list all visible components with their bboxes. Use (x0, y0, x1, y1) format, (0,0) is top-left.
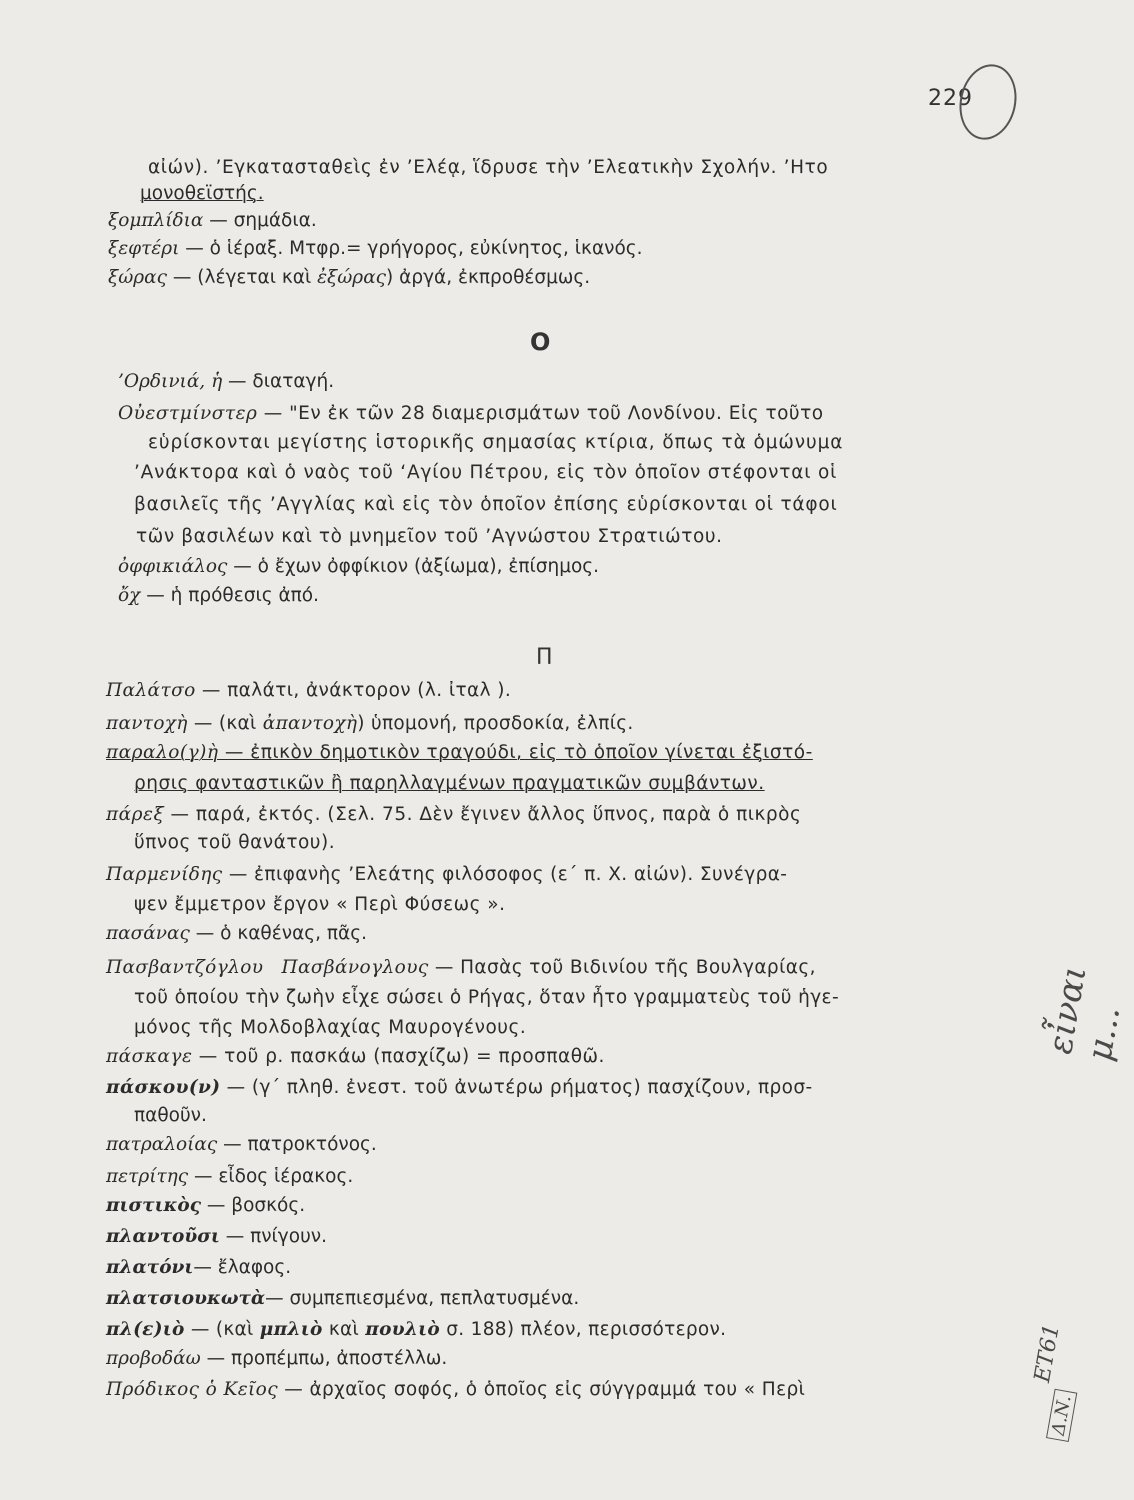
entry-palatso (106, 679, 511, 703)
headword: πάρεξ (106, 804, 165, 825)
headword: ὀφφικιάλος (118, 556, 228, 577)
definition-line: εὑρίσκονται μεγίστης ἱστορικῆς σημασίας κτίρια, ὅπως τὰ ὁμώνυμα (148, 432, 844, 453)
alt-headword: ἐξώρας (317, 267, 387, 288)
entry-ordinia (118, 370, 334, 394)
definition: ) ἀργά, ἐκπροθέσμως. (386, 267, 591, 288)
headword: πλατσιουκωτὰ (106, 1288, 266, 1309)
definition: — ὁ καθένας, πᾶς. (189, 923, 367, 944)
alt-headword: Πασβάνογλους (281, 957, 429, 978)
definition: — ἀρχαῖος σοφός, ὁ ὁποῖος εἰς σύγγραμμά του « Περὶ (277, 1379, 806, 1400)
definition-line: τοῦ ὁποίου τὴν ζωὴν εἶχε σώσει ὁ Ρήγας, ὅταν ἦτο γραμματεὺς τοῦ ἡγε- (134, 987, 840, 1008)
entry-patraloias (106, 1133, 377, 1157)
entry-pistikos (106, 1194, 305, 1218)
entry-paralogi (106, 741, 813, 765)
entry-pantochi (106, 712, 634, 736)
definition: — ἡ πρόθεσις ἀπό. (140, 585, 319, 606)
entry-offikialos (118, 555, 599, 579)
headword: Πρόδικος ὁ Κεῖος (106, 1379, 278, 1400)
entry-paskoun (106, 1076, 813, 1100)
entry-westminster (118, 402, 824, 426)
entry-parex (106, 803, 801, 827)
entry-xefteri (108, 237, 643, 261)
definition: — "Εν ἐκ τῶν 28 διαμερισμάτων τοῦ Λονδίνου. Εἰς τοῦτο (257, 403, 824, 424)
headword: Παλάτσο (106, 680, 196, 701)
definition: — παρά, ἐκτός. (Σελ. 75. Δὲν ἔγινεν ἄλλος ὕπνος, παρὰ ὁ πικρὸς (164, 804, 802, 825)
headword: παραλο(γ)ὴ (106, 742, 219, 763)
definition: — ἔλαφος. (193, 1257, 292, 1278)
definition: — (γ΄ πληθ. ἐνεστ. τοῦ ἀνωτέρω ρήματος) πασχίζουν, προσ- (220, 1077, 813, 1098)
entry-provodao (106, 1347, 447, 1371)
definition: — πατροκτόνος. (217, 1134, 377, 1155)
entry-pasvantzoglou (106, 956, 816, 980)
definition: — Πασὰς τοῦ Βιδινίου τῆς Βουλγαρίας, (428, 957, 816, 978)
headword: πάσκου(ν) (106, 1077, 221, 1098)
entry-xomplidia (108, 209, 317, 233)
alt-headword: ἀπαντοχὴ (262, 713, 358, 734)
headword: προβοδάω (106, 1348, 201, 1369)
definition: — εἶδος ἱέρακος. (188, 1166, 354, 1187)
headword: ὄχ (118, 585, 141, 606)
definition: — (καὶ (184, 1319, 260, 1340)
definition: — ἐπικὸν δημοτικὸν τραγούδι, εἰς τὸ ὁποῖον γίνεται ἐξιστό- (218, 742, 813, 763)
entry-paskage (106, 1045, 605, 1069)
headword: πλαντοῦσι (106, 1226, 220, 1247)
section-letter-pi: Π (536, 645, 553, 670)
definition-line: τῶν βασιλέων καὶ τὸ μνημεῖον τοῦ ’Αγνώστου Στρατιώτου. (136, 526, 723, 547)
handwritten-code: ΕΤ61 (1030, 1322, 1065, 1385)
entry-pleio (106, 1318, 726, 1342)
headword: πάσκαγε (106, 1046, 193, 1067)
definition: — διαταγή. (222, 371, 335, 392)
headword: ’Ορδινιά, ἡ (118, 371, 223, 392)
headword: πλατόνι (106, 1257, 194, 1278)
alt-headword: μπλιὸ (259, 1319, 323, 1340)
definition: — παλάτι, ἀνάκτορον (λ. ἰταλ ). (195, 680, 512, 701)
entry-pasanas (106, 922, 367, 946)
entry-parmenidis (106, 863, 787, 887)
headword: πλ(ε)ιὸ (106, 1319, 185, 1340)
entry-petritis (106, 1165, 353, 1189)
definition: καὶ (322, 1319, 366, 1340)
definition: — (λέγεται καὶ (167, 267, 318, 288)
entry-platoni (106, 1256, 291, 1280)
definition: — συμπεπιεσμένα, πεπλατυσμένα. (265, 1288, 580, 1309)
definition: — προπέμπω, ἀποστέλλω. (200, 1348, 448, 1369)
entry-prodikos (106, 1378, 805, 1402)
entry-xoras (108, 266, 590, 290)
definition: — τοῦ ρ. πασκάω (πασχίζω) = προσπαθῶ. (192, 1046, 605, 1067)
section-letter-omicron: Ο (530, 328, 551, 356)
handwritten-initials: Δ.Ν. (1046, 1389, 1077, 1442)
definition: — ὁ ἱέραξ. Μτφρ.= γρήγορος, εὐκίνητος, ἱκανός. (179, 238, 643, 259)
definition-underlined: ρησις φανταστικῶν ἢ παρηλλαγμένων πραγματικῶν συμβάντων. (134, 773, 765, 794)
headword: ξώρας (108, 267, 168, 288)
headword: πιστικὸς (106, 1195, 202, 1216)
headword: πατραλοίας (106, 1134, 218, 1155)
headword: Πασβαντζόγλου (106, 957, 264, 978)
definition: — βοσκός. (201, 1195, 306, 1216)
definition: — ὁ ἔχων ὀφφίκιον (ἀξίωμα), ἐπίσημος. (227, 556, 600, 577)
page-number: 229 (928, 86, 973, 111)
handwritten-margin-note: εἶναι μ... (1040, 962, 1129, 1064)
definition-line: παθοῦν. (134, 1105, 207, 1126)
intro-line-2 (140, 182, 264, 206)
entry-och (118, 584, 319, 608)
headword: Παρμενίδης (106, 864, 223, 885)
definition: — σημάδια. (203, 210, 317, 231)
definition-line: βασιλεῖς τῆς ’Αγγλίας καὶ εἰς τὸν ὁποῖον ἐπίσης εὑρίσκονται οἱ τάφοι (134, 494, 838, 515)
headword: ξομπλίδια (108, 210, 204, 231)
headword: πασάνας (106, 923, 190, 944)
definition: — πνίγουν. (219, 1226, 327, 1247)
definition-line: ’Ανάκτορα καὶ ὁ ναὸς τοῦ ‘Αγίου Πέτρου, εἰς τὸν ὁποῖον στέφονται οἱ (134, 462, 838, 483)
headword: πετρίτης (106, 1166, 189, 1187)
headword: ξεφτέρι (108, 238, 180, 259)
alt-headword: πουλιὸ (365, 1319, 441, 1340)
entry-plantousi (106, 1225, 327, 1249)
headword: Οὐεστμίνστερ (118, 403, 258, 424)
definition: ) ὑπομονή, προσδοκία, ἐλπίς. (357, 713, 634, 734)
definition-line: ψεν ἔμμετρον ἔργον « Περὶ Φύσεως ». (134, 894, 506, 915)
definition: — ἐπιφανὴς ’Ελεάτης φιλόσοφος (ε΄ π. Χ. αἰών). Συνέγρα- (222, 864, 788, 885)
definition-line (134, 772, 765, 796)
intro-word: μονοθεϊστής. (140, 183, 264, 204)
entry-platsioukota (106, 1287, 579, 1311)
headword: παντοχὴ (106, 713, 188, 734)
definition-line: ὕπνος τοῦ θανάτου). (134, 832, 336, 853)
definition: σ. 188) πλέον, περισσότερον. (440, 1319, 727, 1340)
intro-line-1: αἰών). ’Εγκατασταθεὶς ἐν ’Ελέᾳ, ἵδρυσε τὴν ’Ελεατικὴν Σχολήν. ’Ητο (148, 157, 829, 178)
definition: — (καὶ (187, 713, 263, 734)
definition-line: μόνος τῆς Μολδοβλαχίας Μαυρογένους. (134, 1017, 527, 1038)
